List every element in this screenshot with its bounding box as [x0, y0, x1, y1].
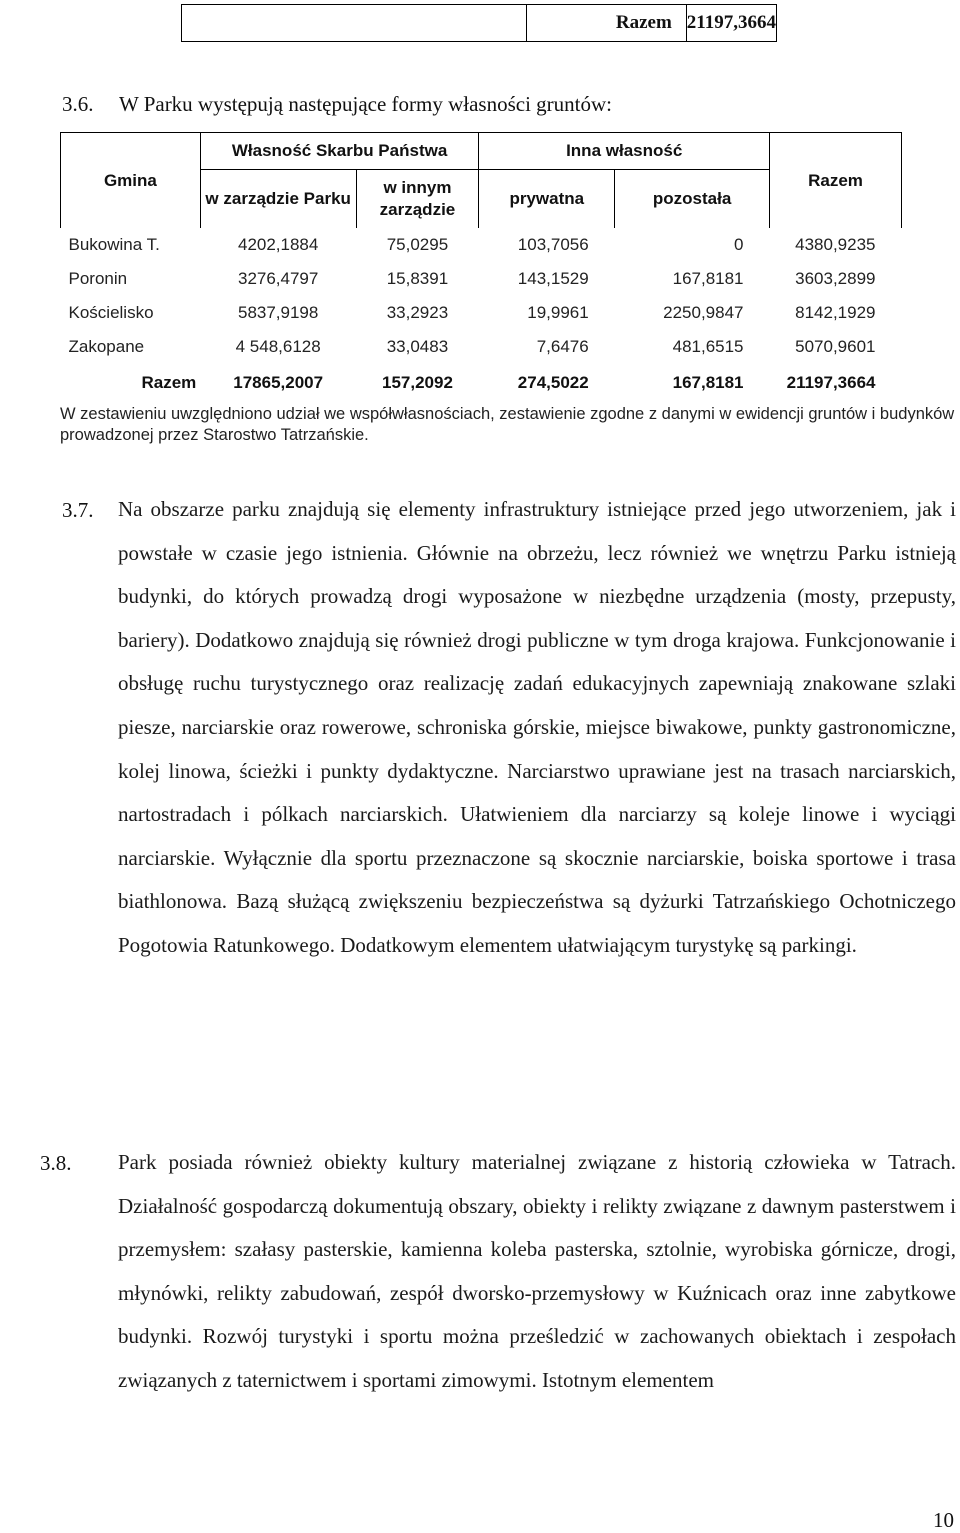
header-total: Razem [770, 133, 902, 229]
cell-other-management-total: 157,2092 [382, 373, 453, 392]
cell-remaining: 481,6515 [672, 337, 744, 356]
table-row [61, 330, 902, 364]
cell-private: 143,1529 [517, 269, 589, 288]
table-row [61, 228, 902, 262]
cell-other-management: 33,0483 [386, 337, 449, 356]
cell-remaining-total: 167,8181 [672, 373, 744, 392]
cell-remaining: 0 [734, 235, 744, 254]
cell-gmina: Kościelisko [68, 303, 154, 322]
header-private: prywatna [479, 170, 615, 229]
header-gmina: Gmina [61, 133, 201, 229]
section-3-8-paragraph: Park posiada również obiekty kultury materialnej związane z historią człowieka w Tatrach. Działalność gospodarczą dokumentują obszary, obiekty i relikty związane z dawnym pasterstwem i przemysłem: szałasy pasterskie, kamienna koleba pasterska, sztolnie, wyrobiska górnicze, drogi, młynówki, relikty zabudowań, zespół dworsko-przemysłowy w Kuźnicach oraz inne zabytkowe budynki. Rozwój turystyki i sportu można prześledzić w zachowanych obiektach i zespołach związanych z taternictwem i sportami zimowymi. Istotnym elementem [118, 1150, 956, 1392]
section-number: 3.6. [62, 92, 94, 116]
summary-empty-cell [182, 5, 527, 41]
cell-total: 8142,1929 [795, 303, 876, 322]
cell-other-management: 75,0295 [386, 235, 449, 254]
page-number: 10 [933, 1508, 954, 1532]
cell-park: 4202,1884 [237, 235, 319, 254]
table-header-row [61, 133, 902, 170]
cell-total: 4380,9235 [795, 235, 876, 254]
cell-park: 4 548,6128 [235, 337, 321, 356]
cell-gmina: Poronin [68, 269, 128, 288]
cell-other-management: 15,8391 [386, 269, 449, 288]
cell-private: 7,6476 [536, 337, 589, 356]
land-ownership-table [60, 132, 902, 402]
cell-other-management: 33,2923 [386, 303, 449, 322]
table-row [61, 262, 902, 296]
cell-total: 5070,9601 [795, 337, 876, 356]
cell-park-total: 17865,2007 [233, 373, 324, 392]
cell-park: 3276,4797 [237, 269, 319, 288]
table-row [61, 296, 902, 330]
cell-grand-total: 21197,3664 [786, 373, 876, 392]
cell-gmina: Bukowina T. [68, 235, 160, 254]
section-title: W Parku występują następujące formy własności gruntów: [119, 92, 612, 116]
cell-private-total: 274,5022 [517, 373, 589, 392]
section-3-7-paragraph: Na obszarze parku znajdują się elementy infrastruktury istniejące przed jego utworzeniem, jak i powstałe w czasie jego istnienia. Głównie na obrzeżu, lecz również we wnętrzu Parku istnieją budynki, do których prowadzą drogi wyposażone w niezbędne urządzenia (mosty, przepusty, bariery). Dodatkowo znajdują się również drogi publiczne w tym droga krajowa. Funkcjonowanie i obsługę ruchu turystycznego oraz realizację zadań edukacyjnych zapewniają znakowane szlaki piesze, narciarskie oraz rowerowe, schroniska górskie, miejsce biwakowe, punkty gastronomiczne, kolej linowa, ścieżki i punkty dydaktyczne. Narciarstwo uprawiane jest na trasach narciarskich, nartostradach i pólkach narciarskich. Ułatwieniem dla narciarzy są koleje linowe i wyciągi narciarskie. Wyłącznie dla sportu przeznaczone są skocznie narciarskie, boiska sportowe i trasa biathlonowa. Bazą służącą zwiększeniu bezpieczeństwa są dyżurki Tatrzańskiego Ochotniczego Pogotowia Ratunkowego. Dodatkowym elementem ułatwiającym turystykę są parkingi. [118, 497, 956, 957]
cell-private: 19,9961 [527, 303, 589, 322]
cell-remaining: 2250,9847 [663, 303, 744, 322]
header-remaining: pozostała [615, 170, 770, 229]
cell-gmina-total: Razem [141, 373, 197, 392]
table-total-row [61, 364, 902, 402]
summary-box [181, 4, 777, 42]
summary-label: Razem [527, 5, 687, 41]
cell-total: 3603,2899 [795, 269, 876, 288]
summary-value: 21197,3664 [686, 12, 776, 33]
table-note: W zestawieniu uwzględniono udział we współwłasnościach, zestawienie zgodne z danymi w ewidencji gruntów i budynków prowadzonej przez Starostwo Tatrzańskie. [60, 405, 955, 444]
header-state-ownership: Własność Skarbu Państwa [200, 133, 479, 170]
cell-gmina: Zakopane [68, 337, 145, 356]
cell-private: 103,7056 [517, 235, 589, 254]
header-park-management: w zarządzie Parku [200, 170, 356, 229]
cell-park: 5837,9198 [237, 303, 319, 322]
header-other-ownership: Inna własność [479, 133, 770, 170]
cell-remaining: 167,8181 [672, 269, 744, 288]
header-other-management: w innym zarządzie [356, 170, 479, 229]
section-heading-3-6 [0, 91, 960, 117]
